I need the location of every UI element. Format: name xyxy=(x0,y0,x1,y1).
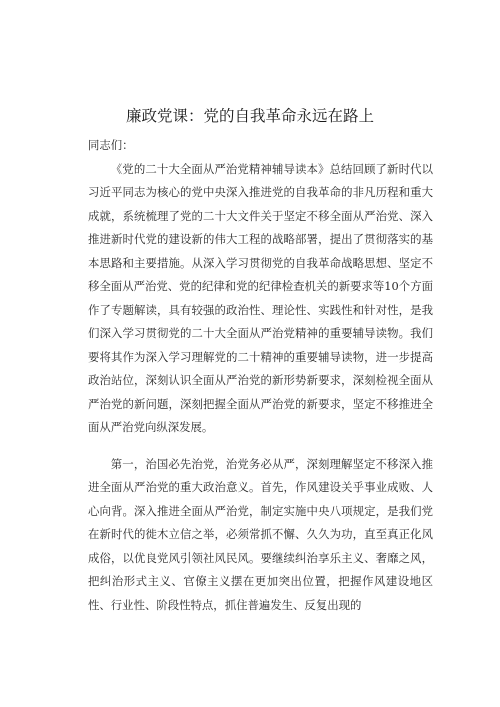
paragraph-1: 《党的二十大全面从严治党精神辅导读本》总结回顾了新时代以习近平同志为核心的党中央深入推进党的自我革命的非凡历程和重大成就，系统梳理了党的二十大文件关于坚定不移全面从严治党、深入推进新时代党的建设新的伟大工程的战略部署，提出了贯彻落实的基本思路和主要措施。从深入学习贯彻党的自我革命战略思想、坚定不移全面从严治党、党的纪律和党的纪律检查机关的新要求等10个方面作了专题解读，具有较强的政治性、理论性、实践性和针对性，是我们深入学习贯彻党的二十大全面从严治党精神的重要辅导读物。我们要将其作为深入学习理解党的二十精神的重要辅导读物，进一步提高政治站位，深刻认识全面从严治党的新形势新要求，深刻检视全面从严治党的新问题，深刻把握全面从严治党的新要求，坚定不移推进全面从严治党向纵深发展。 xyxy=(88,161,433,434)
document-body xyxy=(88,134,433,617)
document-title: 廉政党课：党的自我革命永远在路上 xyxy=(125,107,374,125)
paragraph-2: 第一，治国必先治党，治党务必从严，深刻理解坚定不移深入推进全面从严治党的重大政治意义。首先，作风建设关乎事业成败、人心向背。深入推进全面从严治党，制定实施中央八项规定，是我们党在新时代的徙木立信之举，必须常抓不懈、久久为功，直至真正化风成俗，以优良党风引领社风民风。要继续纠治享乐主义、奢靡之风，把纠治形式主义、官僚主义摆在更加突出位置，把握作风建设地区性、行业性、阶段性特点，抓住普遍发生、反复出现的 xyxy=(88,456,433,612)
salutation: 同志们： xyxy=(88,138,134,152)
